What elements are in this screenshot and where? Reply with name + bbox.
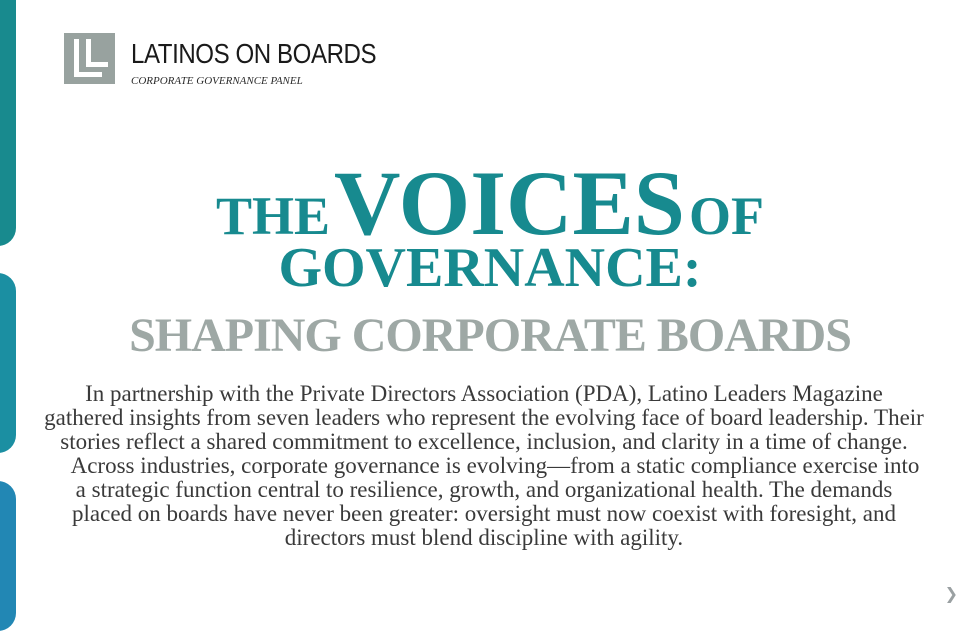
article-intro — [44, 382, 924, 550]
brand-subtitle: CORPORATE GOVERNANCE PANEL — [131, 75, 303, 87]
brand-title: LATINOS ON BOARDS — [131, 38, 377, 69]
intro-paragraph-1: In partnership with the Private Directors Association (PDA), Latino Leaders Magazine gathered insights from seven leaders who represent the evolving face of board leadership. Their stories reflect a shared commitment to excellence, inclusion, and clarity in a time of change. — [44, 381, 924, 454]
headline-subhead: SHAPING CORPORATE BOARDS — [129, 309, 851, 362]
chevron-right-icon[interactable]: ❯ — [944, 584, 958, 603]
intro-paragraph-2: Across industries, corporate governance is evolving—from a static compliance exercise into a strategic function central to resilience, growth, and organizational health. The demands placed on boards have never been greater: oversight must now coexist with foresight, and directors must blend discipline with agility. — [70, 453, 920, 550]
side-tab-1[interactable] — [0, 0, 16, 246]
headline-voices: VOICES — [334, 152, 685, 254]
headline-line-1 — [60, 152, 920, 254]
side-tab-2[interactable] — [0, 273, 16, 453]
headline-of: OF — [688, 186, 764, 246]
headline-governance: GOVERNANCE: — [278, 237, 702, 299]
side-tab-3[interactable] — [0, 481, 16, 631]
ll-logo-icon — [64, 33, 115, 84]
headline-the: THE — [216, 186, 331, 246]
